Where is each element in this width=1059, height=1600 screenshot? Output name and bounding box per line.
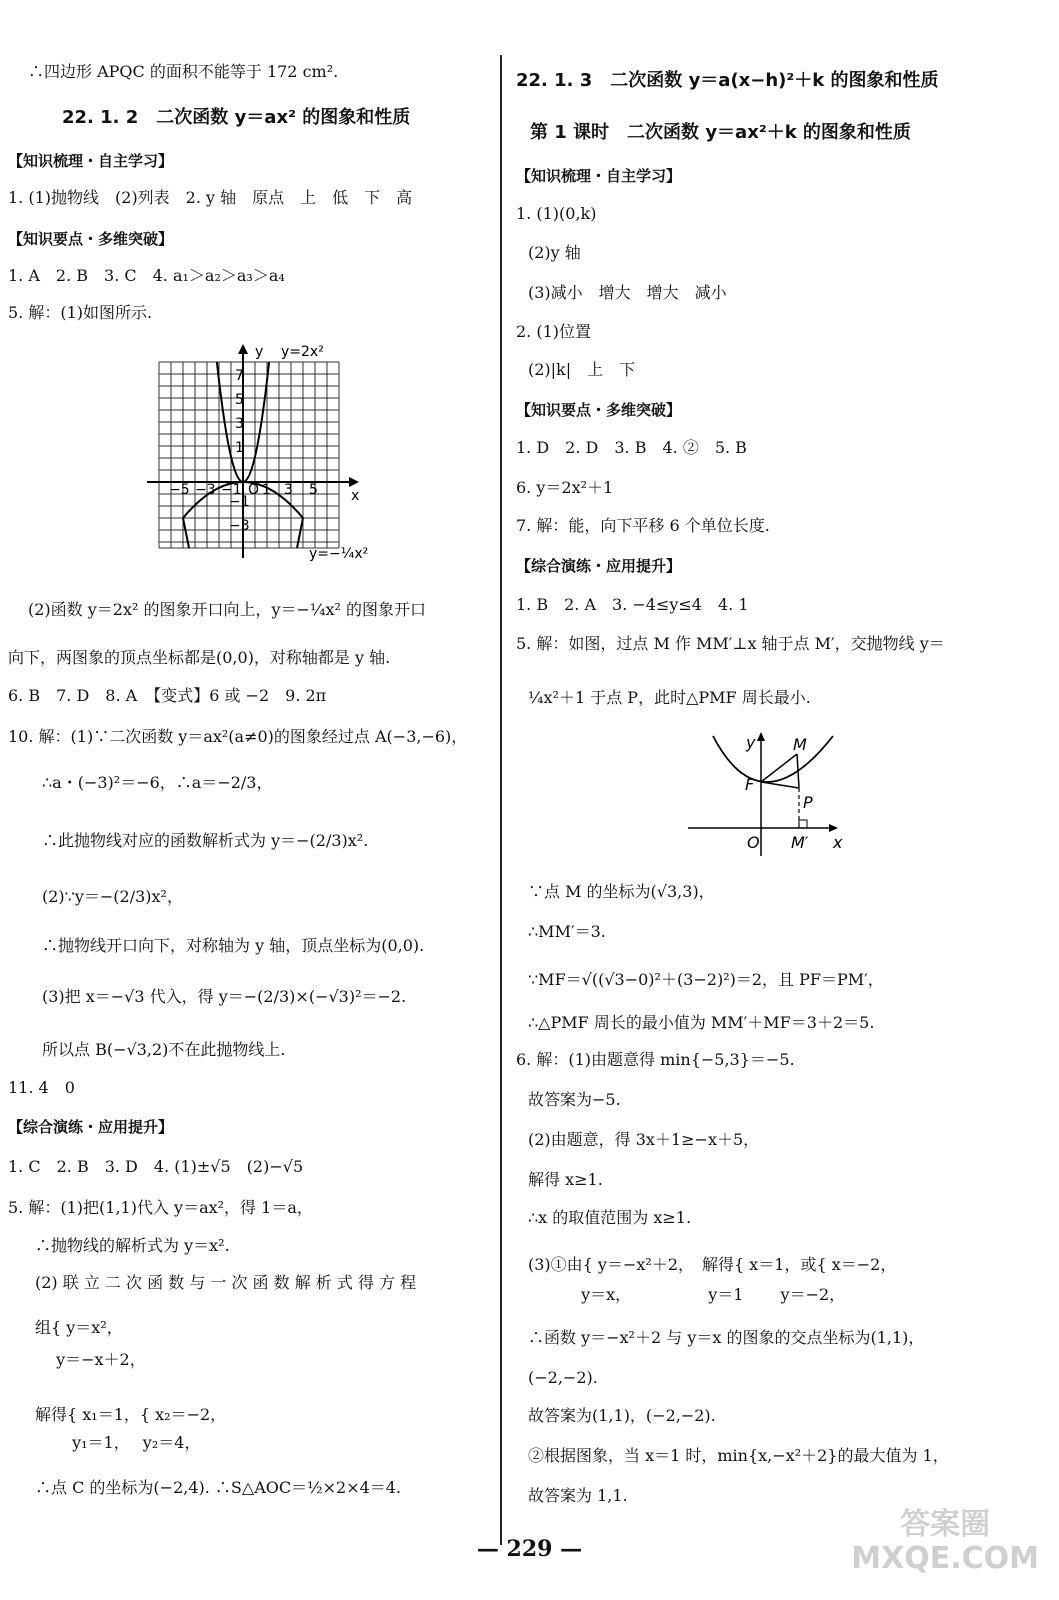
text-line: 故答案为−5. xyxy=(528,1090,621,1109)
lesson-subtitle: 第 1 课时 二次函数 y＝ax²＋k 的图象和性质 xyxy=(530,122,911,143)
answer-line: (3)减小 增大 增大 减小 xyxy=(528,283,727,302)
graph1-tick-y: −1 xyxy=(229,494,250,510)
graph2-y-label: y xyxy=(746,733,756,752)
text-line: ¼x²＋1 于点 P，此时△PMF 周长最小. xyxy=(528,688,811,707)
parabola-graph-2 xyxy=(683,728,853,858)
graph1-tick-x: 1 xyxy=(262,482,271,498)
column-divider xyxy=(500,55,502,1545)
text-line: 故答案为 1,1. xyxy=(528,1486,628,1505)
header-knowledge-sorting: 【知识梳理・自主学习】 xyxy=(8,152,174,170)
answer-line: (2)|k| 上 下 xyxy=(528,360,636,379)
answer-line: 1. (1)(0,k) xyxy=(516,204,597,223)
text-line: ∵点 M 的坐标为(√3,3)， xyxy=(528,882,715,901)
graph2-point-m-prime: M′ xyxy=(791,833,809,852)
answer-line: 6. y＝2x²＋1 xyxy=(516,478,614,497)
solution-line: y₁＝1， y₂＝4， xyxy=(35,1433,201,1452)
graph1-tick-y: 3 xyxy=(235,416,244,432)
text-line: 向下，两图象的顶点坐标都是(0,0)，对称轴都是 y 轴. xyxy=(8,648,391,667)
top-line: ∴四边形 APQC 的面积不能等于 172 cm². xyxy=(28,62,339,81)
graph1-y-label: y xyxy=(255,344,264,360)
graph1-tick-x: −3 xyxy=(195,482,216,498)
text-line: 10. 解：(1)∵二次函数 y＝ax²(a≠0)的图象经过点 A(−3,−6)， xyxy=(8,727,468,746)
graph2-origin-label: O xyxy=(747,833,760,852)
equation-system-line: y＝−x＋2， xyxy=(35,1350,146,1369)
graph1-origin: O xyxy=(248,482,260,498)
answer-line: 6. B 7. D 8. A 【变式】6 或 −2 9. 2π xyxy=(8,686,327,705)
text-line: 5. 解：(1)把(1,1)代入 y＝ax²，得 1＝a， xyxy=(8,1198,313,1217)
text-line: 6. 解：(1)由题意得 min{−5,3}＝−5. xyxy=(516,1050,795,1069)
text-line: ∴此抛物线对应的函数解析式为 y＝−(2/3)x². xyxy=(42,831,369,850)
answer-line: 1. C 2. B 3. D 4. (1)±√5 (2)−√5 xyxy=(8,1157,304,1176)
graph2-point-f: F xyxy=(745,775,755,794)
graph2-point-p: P xyxy=(803,793,813,812)
text-line: ∴点 C 的坐标为(−2,4). ∴S△AOC＝½×2×4＝4. xyxy=(35,1478,402,1497)
graph1-tick-y: −3 xyxy=(229,518,250,534)
text-line: 故答案为(1,1)，(−2,−2). xyxy=(528,1406,716,1425)
text-line: ∴△PMF 周长的最小值为 MM′＋MF＝3＋2＝5. xyxy=(528,1013,875,1032)
solution-line: 解得{ x₁＝1，{ x₂＝−2， xyxy=(35,1405,227,1424)
equation-system-line: (3)①由{ y＝−x²＋2， 解得{ x＝1，或{ x＝−2， xyxy=(528,1255,897,1274)
answer-line: 11. 4 0 xyxy=(8,1078,75,1097)
text-line: (3)把 x＝−√3 代入，得 y＝−(2/3)×(−√3)²＝−2. xyxy=(42,987,407,1006)
section-title-22-1-2: 22. 1. 2 二次函数 y＝ax² 的图象和性质 xyxy=(62,107,411,128)
answer-line: 1. (1)抛物线 (2)列表 2. y 轴 原点 上 低 下 高 xyxy=(8,188,413,207)
text-line: (2)由题意，得 3x＋1≥−x＋5， xyxy=(528,1130,760,1149)
page-number: — 229 — xyxy=(476,1536,583,1562)
graph1-tick-y: 5 xyxy=(235,392,244,408)
equation-system-line: 组{ y＝x²， xyxy=(35,1318,123,1337)
answer-line: 2. (1)位置 xyxy=(516,322,592,341)
graph2-x-label: x xyxy=(833,833,843,852)
text-line: ②根据图象，当 x＝1 时，min{x,−x²＋2}的最大值为 1， xyxy=(528,1446,949,1465)
graph1-tick-x: −1 xyxy=(221,482,242,498)
header-comprehensive: 【综合演练・应用提升】 xyxy=(516,557,682,575)
text-line: ∴MM′＝3. xyxy=(528,922,606,941)
text-line: ∵MF＝√((√3−0)²＋(3−2)²)＝2，且 PF＝PM′， xyxy=(528,970,884,989)
text-line: 解得 x≥1. xyxy=(528,1170,603,1189)
text-line: ∴抛物线开口向下，对称轴为 y 轴，顶点坐标为(0,0). xyxy=(42,936,425,955)
text-line: ∴a・(−3)²＝−6，∴a＝−2/3， xyxy=(42,773,273,792)
section-title-22-1-3: 22. 1. 3 二次函数 y＝a(x−h)²＋k 的图象和性质 xyxy=(516,70,939,91)
text-line: ∴抛物线的解析式为 y＝x². xyxy=(35,1236,230,1255)
header-comprehensive: 【综合演练・应用提升】 xyxy=(8,1118,174,1136)
header-key-points: 【知识要点・多维突破】 xyxy=(516,401,682,419)
graph1-x-label: x xyxy=(351,488,360,504)
text-line: 所以点 B(−√3,2)不在此抛物线上. xyxy=(42,1040,286,1059)
text-line: ∴x 的取值范围为 x≥1. xyxy=(528,1208,692,1227)
answer-line: 1. D 2. D 3. B 4. ② 5. B xyxy=(516,438,747,457)
text-line: (−2,−2). xyxy=(528,1368,598,1387)
text-line: (2) 联 立 二 次 函 数 与 一 次 函 数 解 析 式 得 方 程 xyxy=(35,1273,417,1292)
answer-line: (2)y 轴 xyxy=(528,243,581,262)
text-line: ∴函数 y＝−x²＋2 与 y＝x 的图象的交点坐标为(1,1)， xyxy=(528,1328,925,1347)
text-line: 5. 解：如图，过点 M 作 MM′⊥x 轴于点 M′，交抛物线 y＝ xyxy=(516,634,945,653)
graph2-point-m: M xyxy=(793,735,807,754)
graph1-curve1-label: y=2x² xyxy=(281,344,324,360)
graph1-tick-x: −5 xyxy=(169,482,190,498)
header-key-points: 【知识要点・多维突破】 xyxy=(8,230,174,248)
text-line: (2)函数 y＝2x² 的图象开口向上，y＝−¼x² 的图象开口 xyxy=(28,600,426,619)
parabola-graph-1 xyxy=(145,340,375,575)
watermark-logo: 答案圈 MXQE.COM xyxy=(851,1507,1039,1576)
graph1-tick-y: 7 xyxy=(235,368,244,384)
text-line: (2)∵y＝−(2/3)x²， xyxy=(42,887,183,906)
equation-system-line: y＝x， y＝1 y＝−2， xyxy=(528,1285,846,1304)
answer-line: 5. 解：(1)如图所示. xyxy=(8,303,153,322)
header-knowledge-sorting: 【知识梳理・自主学习】 xyxy=(516,167,682,185)
graph1-tick-y: 1 xyxy=(235,440,244,456)
graph1-curve2-label: y=−¼x² xyxy=(309,546,369,562)
answer-line: 1. B 2. A 3. −4≤y≤4 4. 1 xyxy=(516,595,749,614)
answer-line: 7. 解：能，向下平移 6 个单位长度. xyxy=(516,516,770,535)
graph1-tick-x: 5 xyxy=(309,482,318,498)
graph1-tick-x: 3 xyxy=(284,482,293,498)
answer-line: 1. A 2. B 3. C 4. a₁＞a₂＞a₃＞a₄ xyxy=(8,266,285,285)
